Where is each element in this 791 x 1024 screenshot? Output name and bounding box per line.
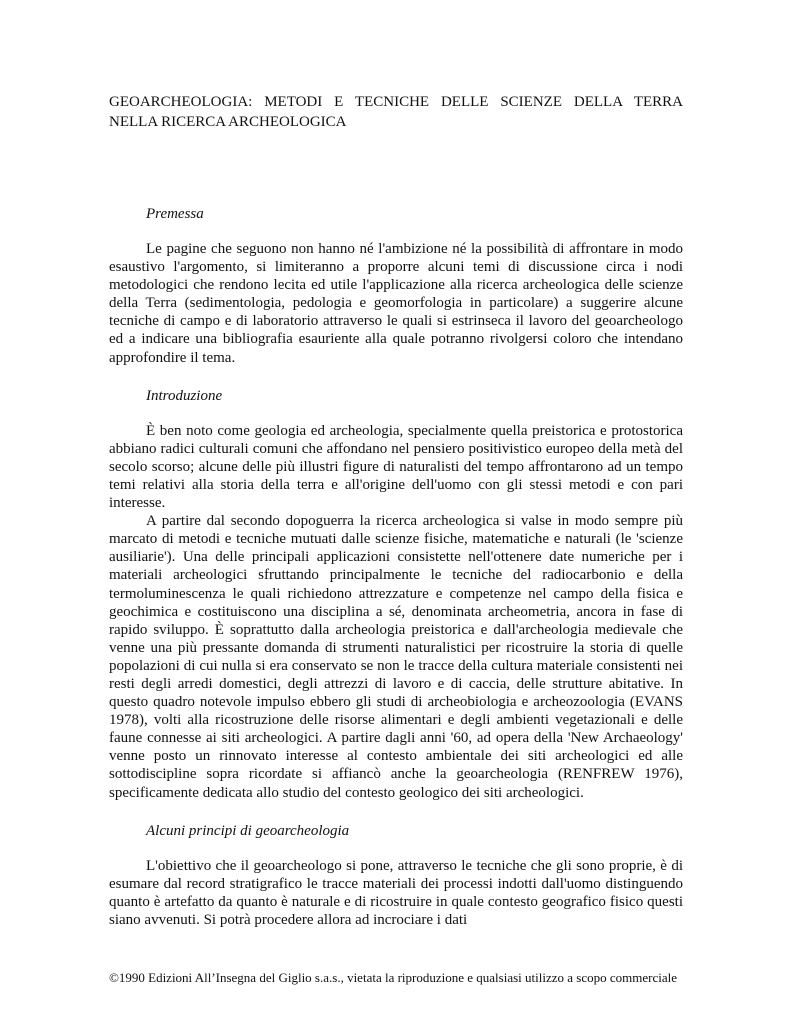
paragraph-principi-1: L'obiettivo che il geoarcheologo si pone, attraverso le tecniche che gli sono proprie, è di esumare dal record stratigrafico le tracce materiali dei processi indotti dall'uomo distinguendo quanto è artefatto da quanto è naturale e di ricostruire in quale contesto geografico fisico questi siano avvenuti. Si potrà procedere allora ad incrociare i dati	[109, 857, 683, 928]
paragraph-premessa-1: Le pagine che seguono non hanno né l'ambizione né la possibilità di affrontare in modo esaustivo l'argomento, si limiteranno a proporre alcuni temi di discussione circa i nodi metodologici che rendono lecita ed utile l'applicazione alla ricerca archeologica delle scienze della Terra (sedimentologia, pedologia e geomorfologia in particolare) a suggerire alcune tecniche di campo e di laboratorio attraverso le quali si estrinseca il lavoro del geoarcheologo ed a indicare una bibliografia esauriente alla quale potranno rivolgersi coloro che intendano approfondire il tema.	[109, 241, 683, 366]
heading-premessa: Premessa	[146, 206, 204, 222]
paragraph-introduzione-1: È ben noto come geologia ed archeologia, specialmente quella preistorica e protostorica abbiano radici culturali comuni che affondano nel pensiero positivistico europeo della metà del secolo scorso; alcune delle più illustri figure di naturalisti del tempo affrontarono ad un tempo temi relativi alla storia della terra e all'origine dell'uomo con gli stessi metodi e con pari interesse.	[109, 422, 683, 512]
title-line-2: NELLA RICERCA ARCHEOLOGICA	[109, 114, 347, 130]
title-line-1: GEOARCHEOLOGIA: METODI E TECNICHE DELLE SCIENZE DELLA TERRA	[109, 94, 683, 110]
heading-principi: Alcuni principi di geoarcheologia	[146, 822, 350, 839]
heading-introduzione: Introduzione	[146, 387, 223, 404]
document-page	[109, 92, 683, 929]
paragraph-introduzione-2: A partire dal secondo dopoguerra la ricerca archeologica si valse in modo sempre più marcato di metodi e tecniche mutuati dalle scienze fisiche, matematiche e naturali (le 'scienze ausiliarie'). Una delle principali applicazioni consistette nell'ottenere date numeriche per i materiali archeologici sfruttando principalmente le tecniche del radiocarbonio e della termoluminescenza le quali richiedono attrezzature e competenze nel campo della fisica e geochimica e costituiscono una disciplina a sé, denominata archeometria, ancora in fase di rapido sviluppo. È soprattutto dalla archeologia preistorica e dall'archeologia medievale che venne una più pressante domanda di strumenti naturalistici per ricostruire la storia di quelle popolazioni di cui nulla si era conservato se non le tracce della cultura materiale consistenti nei resti degli arredi domestici, degli attrezzi di lavoro e di caccia, delle strutture abitative. In questo quadro notevole impulso ebbero gli studi di archeobiologia e archeozoologia (EVANS 1978), volti alla ricostruzione delle risorse alimentari e degli ambienti vegetazionali e delle faune connesse ai siti archeologici. A partire dagli anni '60, ad opera della 'New Archaeology' venne posto un rinnovato interesse al contesto ambientale dei siti archeologici ed alle sottodiscipline sopra ricordate si affiancò anche la geoarcheologia (RENFREW 1976), specificamente dedicata allo studio del contesto geologico dei siti archeologici.	[109, 513, 683, 801]
copyright-footer: ©1990 Edizioni All’Insegna del Giglio s.a.s., vietata la riproduzione e qualsiasi utilizzo a scopo commerciale	[109, 970, 677, 985]
document-title	[109, 92, 683, 132]
